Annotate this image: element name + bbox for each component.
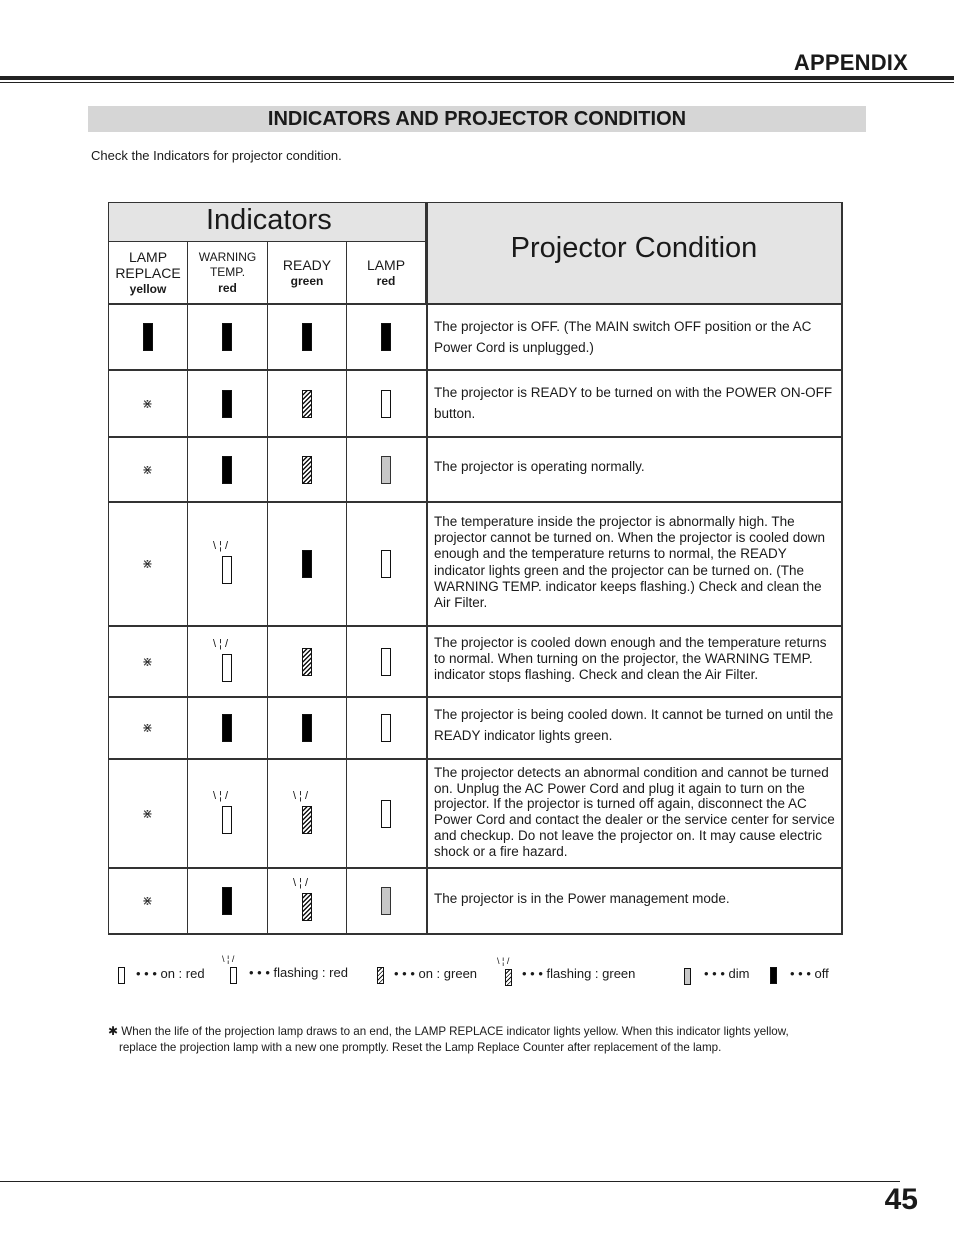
footnote (108, 1023, 848, 1056)
flashing-rays-icon: \ ¦ / (213, 637, 229, 650)
col-label: LAMP (128, 248, 168, 265)
indicator-off-icon (222, 714, 232, 742)
condition-text: The temperature inside the projector is abnormally high. The projector cannot be turned on. When the projector is cooled down enough and the temperature returns to normal, the READY indicator lights green and the projector can be turned on. (The WARNING TEMP. indicator keeps flashing.) Check and clean the Air Filter. (434, 514, 825, 611)
indicator-on-red-icon (381, 390, 391, 418)
row-divider (108, 933, 842, 935)
footnote-line: replace the projection lamp with a new one promptly. Reset the Lamp Replace Counter after replacement of the lamp. (119, 1041, 722, 1054)
col-label: REPLACE (115, 264, 181, 281)
condition-text: The projector is in the Power management mode. (434, 891, 730, 906)
indicator-off-icon (222, 456, 232, 484)
legend-dim-icon (684, 968, 691, 985)
column-header-lamp-replace (108, 241, 188, 304)
indicator-flashing-red-icon (222, 806, 232, 834)
lamp-replace-star-icon: ⋇ (142, 805, 153, 821)
row-divider (108, 696, 842, 698)
indicator-off-icon (143, 323, 153, 351)
indicator-off-icon (302, 323, 312, 351)
col-color: yellow (129, 281, 167, 296)
indicator-off-icon (222, 887, 232, 915)
row-divider (108, 369, 842, 371)
column-divider (346, 304, 347, 935)
page-title: INDICATORS AND PROJECTOR CONDITION (267, 108, 687, 130)
indicator-flashing-red-icon (222, 556, 232, 584)
legend-on-green-icon (377, 967, 384, 984)
col-label: TEMP. (209, 264, 246, 279)
indicator-off-icon (302, 714, 312, 742)
column-header-lamp (346, 241, 426, 304)
indicator-flashing-green-icon (302, 893, 312, 921)
row-divider (108, 436, 842, 438)
col-color: green (290, 273, 324, 288)
row-divider (108, 501, 842, 503)
lamp-replace-star-icon: ⋇ (142, 461, 153, 477)
top-rule-thin (0, 82, 954, 83)
condition-text: The projector is cooled down enough and the temperature returns to normal. When turning on the projector, the WARNING TEMP. indicator stops flashing. Check and clean the Air Filter. (434, 635, 827, 683)
flashing-rays-icon: \ ¦ / (213, 789, 229, 802)
column-divider (187, 304, 188, 935)
flashing-rays-icon: \ ¦ / (222, 954, 235, 964)
col-color: red (218, 280, 237, 295)
legend-flashing-red-icon (230, 967, 237, 984)
indicator-off-icon (222, 390, 232, 418)
legend-off: • • • off (790, 966, 829, 981)
lamp-replace-star-icon: ⋇ (142, 653, 153, 669)
row-divider (108, 303, 842, 305)
condition-text: The projector is OFF. (The MAIN switch OFF position or the AC Power Cord is unplugged.) (434, 319, 812, 355)
table-border-left (108, 304, 109, 935)
page-number: 45 (884, 1183, 918, 1216)
intro-text: Check the Indicators for projector condition. (91, 148, 342, 163)
column-divider (426, 304, 428, 935)
condition-heading: Projector Condition (510, 232, 758, 264)
condition-text: The projector is READY to be turned on with the POWER ON-OFF button. (434, 385, 833, 421)
legend-flashing-red: • • • flashing : red (249, 965, 348, 980)
condition-text: The projector is being cooled down. It cannot be turned on until the READY indicator lights green. (434, 707, 834, 743)
indicator-off-icon (381, 323, 391, 351)
indicator-flashing-red-icon (222, 654, 232, 682)
asterisk-icon: ✱ (108, 1024, 119, 1038)
col-label: READY (282, 256, 332, 273)
row-divider (108, 625, 842, 627)
legend-on-green: • • • on : green (394, 966, 478, 981)
row-divider (108, 758, 842, 760)
legend-on-red-icon (118, 967, 125, 984)
col-color: red (376, 273, 396, 288)
legend-flashing-green: • • • flashing : green (522, 966, 636, 981)
table-border-right (841, 202, 843, 935)
flashing-rays-icon: \ ¦ / (213, 540, 229, 552)
flashing-rays-icon: \ ¦ / (293, 789, 309, 802)
indicator-on-green-icon (302, 456, 312, 484)
footnote-line: When the life of the projection lamp draws to an end, the LAMP REPLACE indicator lights yellow. When this indicator lights yellow, (121, 1025, 789, 1038)
lamp-replace-star-icon: ⋇ (142, 893, 153, 908)
bottom-rule (0, 1181, 900, 1182)
indicator-on-red-icon (381, 648, 391, 676)
lamp-replace-star-icon: ⋇ (142, 720, 153, 735)
column-header-ready (267, 241, 347, 304)
indicator-dim-icon (381, 456, 391, 484)
indicator-on-green-icon (302, 390, 312, 418)
col-label: LAMP (366, 256, 406, 273)
condition-text: The projector detects an abnormal condition and cannot be turned on. Unplug the AC Power Cord and plug it again to turn on the projector. If the projector is turned off again, disconnect the AC Power Cord and contact the dealer or the service center for service and checkup. Do not leave the projector on. It may cause electric shock or a fire hazard. (434, 765, 835, 859)
condition-text: The projector is operating normally. (434, 459, 645, 474)
indicator-off-icon (222, 323, 232, 351)
row-divider (108, 867, 842, 869)
lamp-replace-star-icon: ⋇ (142, 395, 153, 411)
legend-dim: • • • dim (704, 966, 750, 981)
indicator-dim-icon (381, 887, 391, 915)
indicators-heading: Indicators (206, 204, 332, 236)
col-label: WARNING (198, 249, 257, 264)
legend-on-red: • • • on : red (136, 966, 205, 981)
column-divider (267, 304, 268, 935)
lamp-replace-star-icon: ⋇ (142, 556, 153, 571)
section-heading: APPENDIX (793, 50, 908, 75)
legend-flashing-green-icon (505, 969, 512, 986)
column-header-warning-temp (187, 241, 268, 304)
indicator-on-red-icon (381, 550, 391, 578)
top-rule (0, 76, 954, 80)
indicator-on-green-icon (302, 648, 312, 676)
indicator-on-red-icon (381, 714, 391, 742)
flashing-rays-icon: \ ¦ / (497, 956, 510, 966)
indicator-flashing-green-icon (302, 806, 312, 834)
indicator-off-icon (302, 550, 312, 578)
flashing-rays-icon: \ ¦ / (293, 877, 309, 889)
legend-off-icon (770, 967, 777, 984)
indicator-on-red-icon (381, 800, 391, 828)
